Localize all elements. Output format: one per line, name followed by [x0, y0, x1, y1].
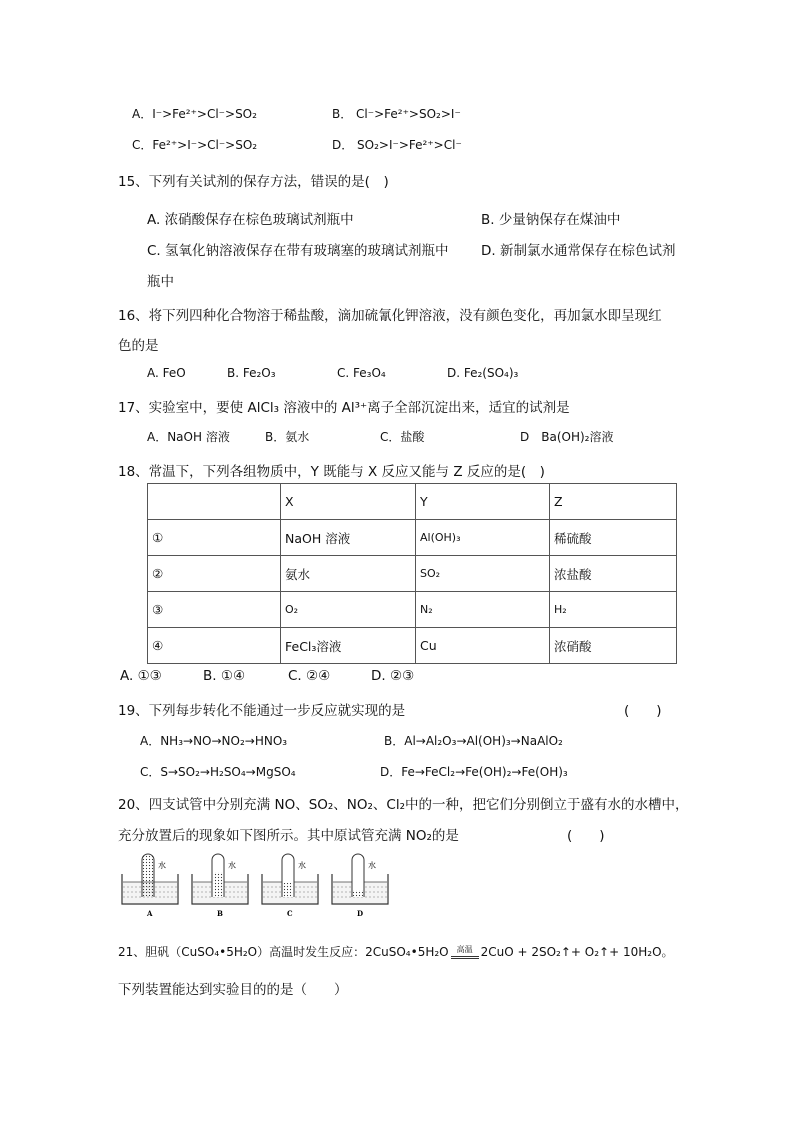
table-cell: 稀硫酸 [550, 520, 677, 556]
q21-stem-part1: 21、胆矾（CuSO₄•5H₂O）高温时发生反应：2CuSO₄•5H₂O [118, 945, 449, 959]
q19-option-a: A．NH₃→NO→NO₂→HNO₃ [140, 734, 288, 748]
q17-option-c: C．盐酸 [380, 430, 425, 444]
table-row [148, 556, 677, 592]
table-cell: Al(OH)₃ [416, 520, 550, 556]
table-row [148, 592, 677, 628]
tube-label: B [217, 909, 223, 918]
test-tube-a [122, 854, 178, 918]
table-row [148, 520, 677, 556]
table-header-cell: X [281, 484, 416, 520]
table-cell: ③ [148, 592, 281, 628]
q17-option-d: D Ba(OH)₂溶液 [520, 430, 614, 444]
q16-option-b: B. Fe₂O₃ [227, 366, 276, 380]
q19-option-d: D．Fe→FeCl₂→Fe(OH)₂→Fe(OH)₃ [380, 765, 568, 779]
q15-stem: 15、下列有关试剂的保存方法，错误的是( ) [118, 174, 389, 190]
q21-stem-part2: 2CuO + 2SO₂↑+ O₂↑+ 10H₂O。 [480, 945, 674, 959]
water-label: 水 [298, 861, 306, 870]
q16-option-c: C. Fe₃O₄ [337, 366, 386, 380]
q15-option-d-cont: 瓶中 [147, 274, 174, 290]
q15-option-a: A. 浓硝酸保存在棕色玻璃试剂瓶中 [147, 212, 354, 228]
q20-stem-line1: 20、四支试管中分别充满 NO、SO₂、NO₂、Cl₂中的一种，把它们分别倒立于盛有水的水槽中， [118, 797, 689, 813]
q18-option-c: C. ②④ [288, 668, 331, 684]
table-cell: ① [148, 520, 281, 556]
table-cell: ④ [148, 628, 281, 664]
q19-answer-paren: ( ) [624, 703, 662, 719]
q18-option-d: D. ②③ [371, 668, 415, 684]
table-cell: Cu [416, 628, 550, 664]
condition-label: 高温 [456, 945, 473, 954]
q18-table [147, 483, 677, 660]
q17-option-b: B．氨水 [265, 430, 310, 444]
tube-label: C [287, 909, 293, 918]
water-label: 水 [228, 861, 236, 870]
table-cell: H₂ [550, 592, 677, 628]
table-cell: FeCl₃溶液 [281, 628, 416, 664]
test-tube-figure [118, 852, 398, 922]
q18-stem: 18、常温下，下列各组物质中，Y 既能与 X 反应又能与 Z 反应的是( ) [118, 464, 545, 480]
q20-answer-paren: ( ) [567, 828, 605, 844]
table-cell: SO₂ [416, 556, 550, 592]
q14-option-d: D． SO₂>I⁻>Fe²⁺>Cl⁻ [332, 138, 462, 152]
q21-stem-line2: 下列装置能达到实验目的的是（ ） [118, 982, 348, 998]
q14-option-c: C．Fe²⁺>I⁻>Cl⁻>SO₂ [132, 138, 258, 152]
q17-stem: 17、实验室中，要使 AlCl₃ 溶液中的 Al³⁺离子全部沉淀出来，适宜的试剂是 [118, 400, 570, 416]
reaction-condition [451, 946, 479, 959]
tube-label: A [147, 909, 153, 918]
table-header-row [148, 484, 677, 520]
table-cell: ② [148, 556, 281, 592]
table-cell: N₂ [416, 592, 550, 628]
table-cell: 浓盐酸 [550, 556, 677, 592]
q17-option-a: A．NaOH 溶液 [147, 430, 230, 444]
table-row [148, 628, 677, 664]
table-cell: NaOH 溶液 [281, 520, 416, 556]
q16-option-d: D. Fe₂(SO₄)₃ [447, 366, 519, 380]
q21-stem-line1 [118, 943, 674, 960]
table-header-cell: Z [550, 484, 677, 520]
q16-stem-line2: 色的是 [118, 338, 159, 354]
table-header-cell [148, 484, 281, 520]
q15-option-d: D. 新制氯水通常保存在棕色试剂 [481, 243, 676, 259]
q15-option-b: B. 少量钠保存在煤油中 [481, 212, 621, 228]
table-header-cell: Y [416, 484, 550, 520]
table-cell: O₂ [281, 592, 416, 628]
q16-option-a: A. FeO [147, 366, 186, 380]
q18-option-a: A. ①③ [120, 668, 162, 684]
q20-stem-line2: 充分放置后的现象如下图所示。其中原试管充满 NO₂的是 [118, 828, 459, 844]
water-label: 水 [368, 861, 376, 870]
table-cell: 氨水 [281, 556, 416, 592]
q19-stem: 19、下列每步转化不能通过一步反应就实现的是 [118, 703, 406, 719]
q14-option-b: B． Cl⁻>Fe²⁺>SO₂>I⁻ [332, 107, 461, 121]
test-tube-b [192, 854, 248, 918]
test-tube-c [262, 854, 318, 918]
q19-option-c: C．S→SO₂→H₂SO₄→MgSO₄ [140, 765, 296, 779]
tube-label: D [357, 909, 364, 918]
table-cell: 浓硝酸 [550, 628, 677, 664]
q19-option-b: B．Al→Al₂O₃→Al(OH)₃→NaAlO₂ [384, 734, 563, 748]
q14-option-a: A．I⁻>Fe²⁺>Cl⁻>SO₂ [132, 107, 257, 121]
test-tube-d [332, 854, 388, 918]
water-label: 水 [158, 861, 166, 870]
q15-option-c: C. 氢氧化钠溶液保存在带有玻璃塞的玻璃试剂瓶中 [147, 243, 449, 259]
q16-stem-line1: 16、将下列四种化合物溶于稀盐酸，滴加硫氰化钾溶液，没有颜色变化，再加氯水即呈现红 [118, 308, 662, 324]
q18-option-b: B. ①④ [203, 668, 246, 684]
